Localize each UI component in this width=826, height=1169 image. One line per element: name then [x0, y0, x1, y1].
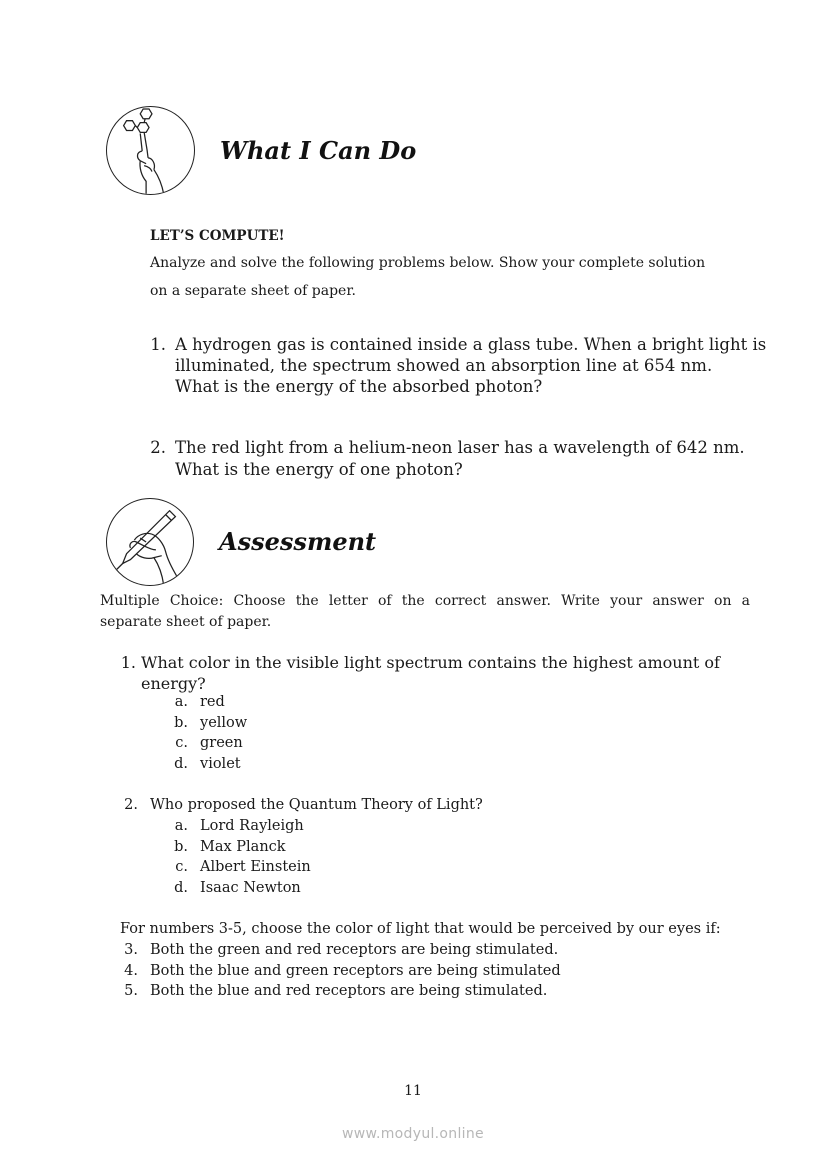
q2-choice-c-letter: c.: [175, 859, 188, 875]
question-2-number: 2.: [124, 797, 138, 813]
assessment-instructions-line-2: separate sheet of paper.: [100, 614, 272, 630]
question-2-line-1: Who proposed the Quantum Theory of Light?: [150, 797, 483, 813]
q2-choice-d-letter: d.: [174, 880, 188, 896]
q2-choice-a: Lord Rayleigh: [200, 818, 304, 834]
item-5-number: 5.: [124, 983, 138, 999]
color-intro: For numbers 3-5, choose the color of light that would be perceived by our eyes if:: [120, 921, 721, 937]
item-3-text: Both the green and red receptors are being stimulated.: [150, 942, 559, 958]
q1-choice-b-letter: b.: [174, 715, 188, 731]
q1-choice-c: green: [200, 735, 243, 751]
q2-choice-b-letter: b.: [174, 839, 188, 855]
what-i-can-do-title: What I Can Do: [220, 136, 417, 165]
question-1-line-1: What color in the visible light spectrum contains the highest amount of: [141, 653, 720, 672]
assessment-instructions-line-1: Multiple Choice: Choose the letter of the correct answer. Write your answer on a: [100, 593, 750, 609]
q2-choice-a-letter: a.: [174, 818, 188, 834]
watermark: www.modyul.online: [342, 1126, 484, 1142]
assessment-title: Assessment: [219, 527, 377, 556]
question-1-number: 1.: [120, 653, 136, 672]
problem-1-line-3: What is the energy of the absorbed photon?: [175, 377, 543, 396]
item-3-number: 3.: [124, 942, 138, 958]
problem-2-number: 2.: [150, 438, 166, 457]
lets-compute-heading: LET’S COMPUTE!: [150, 228, 285, 244]
q1-choice-d-letter: d.: [174, 756, 188, 772]
instructions-line-2: on a separate sheet of paper.: [150, 283, 356, 299]
item-5-text: Both the blue and red receptors are being stimulated.: [150, 983, 548, 999]
problem-1-line-1: A hydrogen gas is contained inside a glass tube. When a bright light is: [175, 335, 767, 354]
q1-choice-a-letter: a.: [174, 694, 188, 710]
problem-2-line-1: The red light from a helium-neon laser has a wavelength of 642 nm.: [175, 438, 745, 457]
q1-choice-c-letter: c.: [175, 735, 188, 751]
q2-choice-b: Max Planck: [200, 839, 286, 855]
hand-molecules-icon: [106, 106, 195, 195]
hand-pencil-icon: [106, 498, 194, 586]
item-4-text: Both the blue and green receptors are being stimulated: [150, 963, 561, 979]
problem-1-number: 1.: [150, 335, 166, 354]
q2-choice-d: Isaac Newton: [200, 880, 301, 896]
instructions-line-1: Analyze and solve the following problems below. Show your complete solution: [150, 255, 706, 271]
page-number: 11: [404, 1083, 422, 1099]
q2-choice-c: Albert Einstein: [200, 859, 311, 875]
problem-2-line-2: What is the energy of one photon?: [175, 460, 463, 479]
q1-choice-d: violet: [200, 756, 241, 772]
item-4-number: 4.: [124, 963, 138, 979]
q1-choice-a: red: [200, 694, 225, 710]
problem-1-line-2: illuminated, the spectrum showed an absorption line at 654 nm.: [175, 356, 713, 375]
q1-choice-b: yellow: [200, 715, 248, 731]
question-1-line-2: energy?: [141, 674, 206, 693]
